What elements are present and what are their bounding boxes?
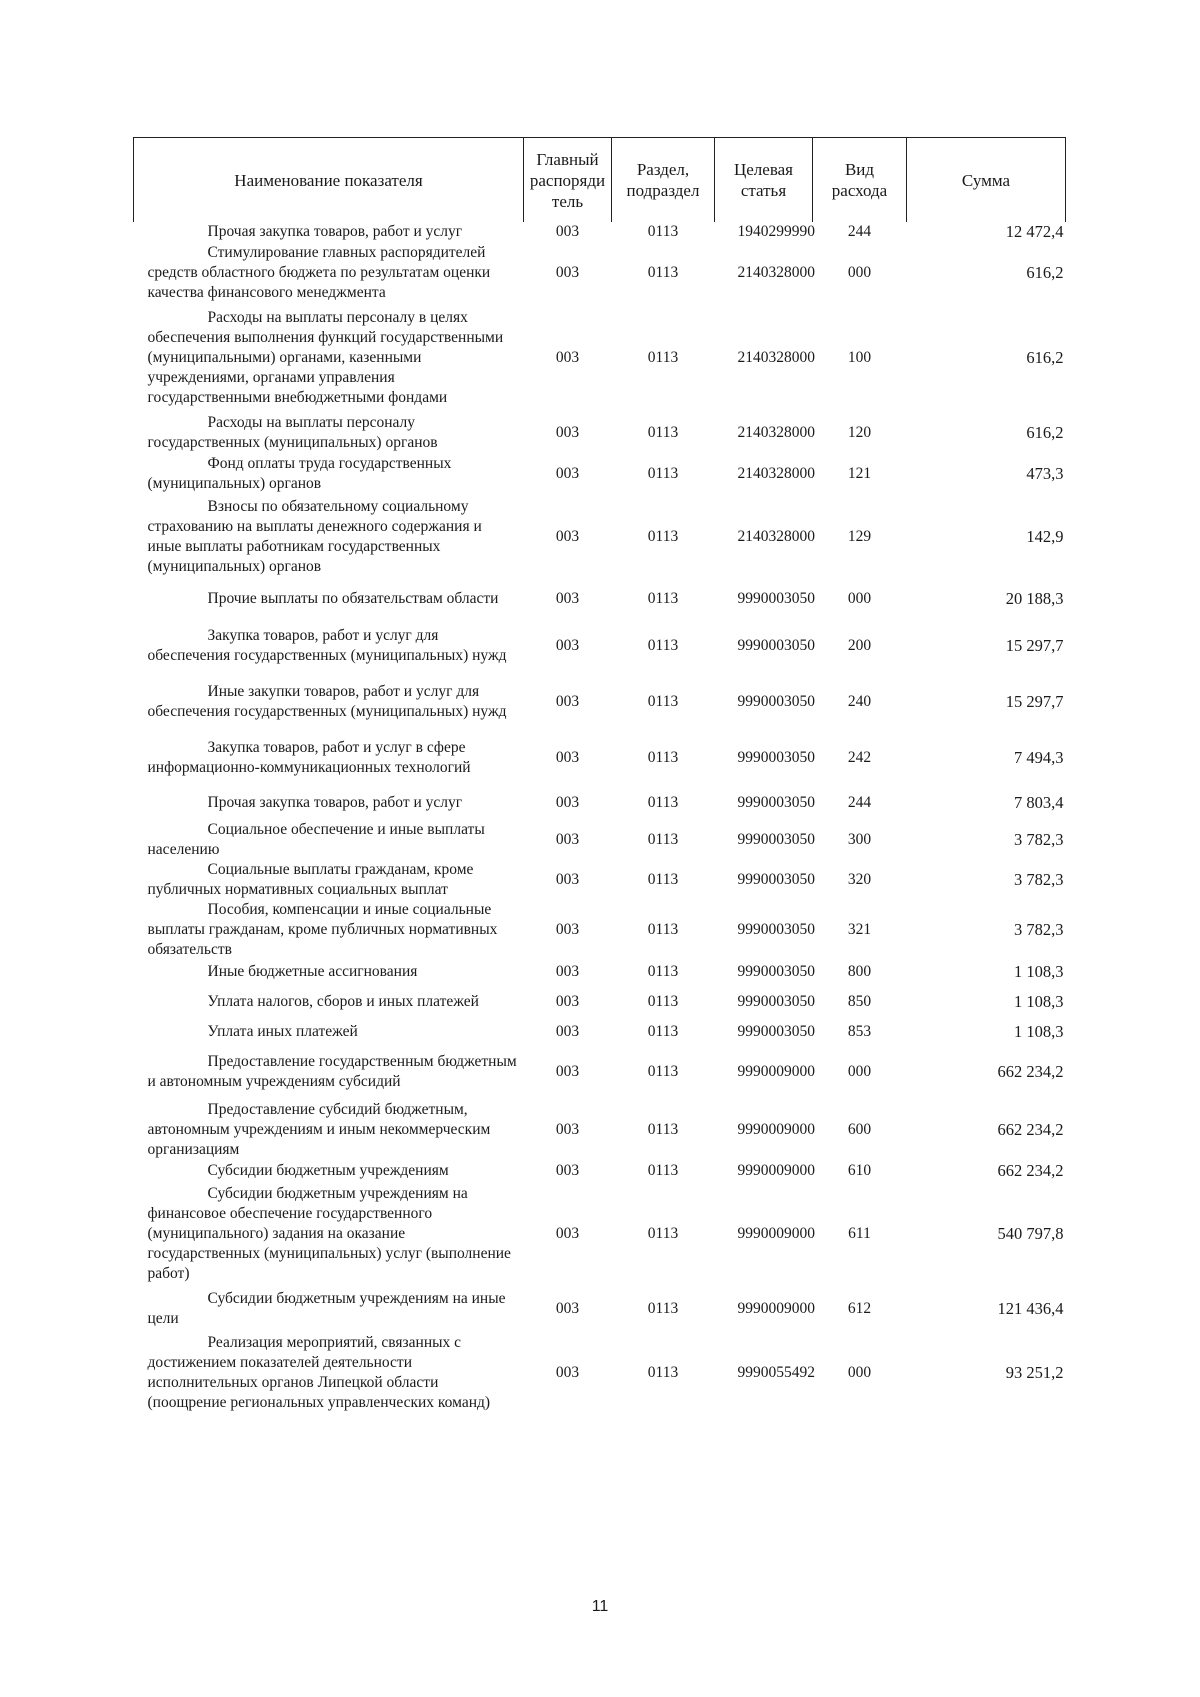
row-name	[134, 1332, 524, 1414]
header-name: Наименование показателя	[134, 138, 524, 223]
row-name	[134, 222, 524, 242]
page-number: 11	[591, 1598, 609, 1615]
row-vid: 300	[847, 831, 872, 848]
row-name-text: Уплата иных платежей	[207, 1023, 358, 1040]
row-vid: 129	[847, 528, 872, 545]
row-glav: 003	[555, 693, 580, 710]
row-vid: 000	[847, 1364, 872, 1381]
row-summa: 473,3	[1026, 464, 1064, 483]
row-name	[134, 304, 524, 412]
table-body	[134, 222, 1066, 1414]
row-celevaya: 9990003050	[737, 871, 815, 888]
row-summa: 7 494,3	[1014, 748, 1064, 767]
row-summa: 616,2	[1026, 263, 1064, 282]
table-row	[134, 412, 1066, 454]
row-name	[134, 580, 524, 618]
row-vid: 240	[847, 693, 872, 710]
row-glav: 003	[555, 349, 580, 366]
row-celevaya: 9990009000	[737, 1121, 815, 1138]
row-vid: 853	[847, 1023, 872, 1040]
row-name-text: Уплата налогов, сборов и иных платежей	[207, 993, 479, 1010]
row-name-text: Предоставление субсидий бюджетным, автономным учреждениям и иным некоммерческим организациям	[147, 1101, 491, 1158]
row-name-text: Субсидии бюджетным учреждениям на иные цели	[147, 1290, 506, 1327]
row-razdel: 0113	[647, 794, 679, 811]
row-celevaya: 1940299990	[737, 223, 815, 240]
row-name-text: Закупка товаров, работ и услуг для обеспечения государственных (муниципальных) нужд	[147, 627, 507, 664]
row-glav: 003	[555, 590, 580, 607]
row-summa: 3 782,3	[1014, 870, 1064, 889]
row-summa: 3 782,3	[1014, 830, 1064, 849]
row-razdel: 0113	[647, 963, 679, 980]
table-row	[134, 1182, 1066, 1286]
header-glav: Главный распоряди тель	[524, 138, 612, 223]
row-razdel: 0113	[647, 921, 679, 938]
row-razdel: 0113	[647, 637, 679, 654]
row-celevaya: 2140328000	[737, 528, 815, 545]
row-vid: 800	[847, 963, 872, 980]
row-name-text: Социальные выплаты гражданам, кроме публичных нормативных социальных выплат	[147, 861, 474, 898]
row-name	[134, 1044, 524, 1100]
row-vid: 850	[847, 993, 872, 1010]
row-summa: 1 108,3	[1014, 992, 1064, 1011]
row-name	[134, 860, 524, 900]
row-vid: 321	[847, 921, 872, 938]
row-glav: 003	[555, 528, 580, 545]
row-glav: 003	[555, 1300, 580, 1317]
row-name	[134, 900, 524, 960]
row-summa: 662 234,2	[997, 1062, 1064, 1081]
table-row	[134, 1332, 1066, 1414]
row-name	[134, 820, 524, 860]
row-razdel: 0113	[647, 223, 679, 240]
row-name	[134, 786, 524, 820]
row-name-text: Реализация мероприятий, связанных с достижением показателей деятельности исполнительных органов Липецкой области (поощрение региональных управленческих команд)	[147, 1334, 491, 1411]
row-razdel: 0113	[647, 590, 679, 607]
row-celevaya: 9990003050	[737, 963, 815, 980]
row-glav: 003	[555, 871, 580, 888]
budget-table	[133, 137, 1066, 1414]
table-row	[134, 820, 1066, 860]
row-summa: 3 782,3	[1014, 920, 1064, 939]
row-razdel: 0113	[647, 1300, 679, 1317]
row-name-text: Субсидии бюджетным учреждениям	[207, 1162, 449, 1179]
row-summa: 142,9	[1026, 527, 1064, 546]
table-row	[134, 860, 1066, 900]
row-glav: 003	[555, 424, 580, 441]
row-razdel: 0113	[647, 1121, 679, 1138]
row-name-text: Стимулирование главных распорядителей средств областного бюджета по результатам оценки качества финансового менеджмента	[147, 244, 491, 301]
row-name	[134, 412, 524, 454]
row-celevaya: 9990003050	[737, 921, 815, 938]
table-row	[134, 580, 1066, 618]
table-row	[134, 900, 1066, 960]
row-name	[134, 454, 524, 494]
row-celevaya: 9990003050	[737, 590, 815, 607]
row-vid: 244	[847, 223, 872, 240]
row-glav: 003	[555, 223, 580, 240]
row-name	[134, 242, 524, 304]
row-celevaya: 2140328000	[737, 465, 815, 482]
row-name-text: Иные закупки товаров, работ и услуг для обеспечения государственных (муниципальных) нужд	[147, 683, 507, 720]
row-name	[134, 674, 524, 730]
row-summa: 15 297,7	[1005, 636, 1064, 655]
row-vid: 200	[847, 637, 872, 654]
row-razdel: 0113	[647, 1162, 679, 1179]
row-summa: 616,2	[1026, 348, 1064, 367]
row-summa: 1 108,3	[1014, 1022, 1064, 1041]
row-glav: 003	[555, 921, 580, 938]
row-name-text: Взносы по обязательному социальному страхованию на выплаты денежного содержания и иные выплаты работникам государственных (муниципальных) органов	[147, 498, 482, 575]
row-razdel: 0113	[647, 465, 679, 482]
table-row	[134, 1160, 1066, 1182]
row-name	[134, 730, 524, 786]
row-vid: 000	[847, 1063, 872, 1080]
row-summa: 662 234,2	[997, 1161, 1064, 1180]
row-summa: 20 188,3	[1005, 589, 1064, 608]
row-summa: 616,2	[1026, 423, 1064, 442]
header-summa: Сумма	[907, 138, 1066, 223]
row-razdel: 0113	[647, 1063, 679, 1080]
row-summa: 15 297,7	[1005, 692, 1064, 711]
row-glav: 003	[555, 1225, 580, 1242]
row-name-text: Прочая закупка товаров, работ и услуг	[207, 794, 463, 811]
row-vid: 242	[847, 749, 872, 766]
table-row	[134, 674, 1066, 730]
row-celevaya: 9990009000	[737, 1162, 815, 1179]
header-razdel: Раздел, подраздел	[612, 138, 715, 223]
row-celevaya: 9990003050	[737, 831, 815, 848]
row-summa: 540 797,8	[997, 1224, 1064, 1243]
row-name-text: Расходы на выплаты персоналу в целях обеспечения выполнения функций государственными (муниципальными) органами, казенными учреждениями, органами управления государственными внебюджетными фондами	[147, 309, 504, 406]
row-name-text: Иные бюджетные ассигнования	[207, 963, 418, 980]
row-celevaya: 2140328000	[737, 424, 815, 441]
row-razdel: 0113	[647, 264, 679, 281]
row-glav: 003	[555, 831, 580, 848]
row-glav: 003	[555, 1121, 580, 1138]
row-name	[134, 494, 524, 580]
row-name-text: Фонд оплаты труда государственных (муниципальных) органов	[147, 455, 452, 492]
table-row	[134, 1020, 1066, 1044]
row-celevaya: 9990009000	[737, 1063, 815, 1080]
row-name-text: Предоставление государственным бюджетным и автономным учреждениям субсидий	[147, 1053, 517, 1090]
row-razdel: 0113	[647, 1023, 679, 1040]
row-razdel: 0113	[647, 1225, 679, 1242]
row-name-text: Закупка товаров, работ и услуг в сфере информационно-коммуникационных технологий	[147, 739, 471, 776]
row-celevaya: 9990009000	[737, 1225, 815, 1242]
row-celevaya: 9990003050	[737, 1023, 815, 1040]
table-row	[134, 1100, 1066, 1160]
row-vid: 320	[847, 871, 872, 888]
table-row	[134, 1286, 1066, 1332]
row-name	[134, 1182, 524, 1286]
row-name-text: Расходы на выплаты персоналу государственных (муниципальных) органов	[147, 414, 438, 451]
row-name	[134, 984, 524, 1020]
table-row	[134, 984, 1066, 1020]
row-vid: 120	[847, 424, 872, 441]
row-glav: 003	[555, 1162, 580, 1179]
row-vid: 100	[847, 349, 872, 366]
table-row	[134, 730, 1066, 786]
row-celevaya: 9990003050	[737, 993, 815, 1010]
row-razdel: 0113	[647, 349, 679, 366]
row-name-text: Социальное обеспечение и иные выплаты населению	[147, 821, 485, 858]
row-name-text: Пособия, компенсации и иные социальные выплаты гражданам, кроме публичных нормативных обязательств	[147, 901, 498, 958]
header-vid: Вид расхода	[813, 138, 907, 223]
row-celevaya: 9990003050	[737, 637, 815, 654]
table-row	[134, 494, 1066, 580]
table-row	[134, 454, 1066, 494]
row-razdel: 0113	[647, 1364, 679, 1381]
row-glav: 003	[555, 1364, 580, 1381]
row-razdel: 0113	[647, 528, 679, 545]
row-vid: 000	[847, 590, 872, 607]
row-vid: 610	[847, 1162, 872, 1179]
row-celevaya: 9990055492	[737, 1364, 815, 1381]
table-row	[134, 222, 1066, 242]
row-name-text: Субсидии бюджетным учреждениям на финансовое обеспечение государственного (муниципального) задания на оказание государственных (муниципальных) услуг (выполнение работ)	[147, 1185, 511, 1282]
table-row	[134, 618, 1066, 674]
row-glav: 003	[555, 1063, 580, 1080]
row-glav: 003	[555, 794, 580, 811]
row-vid: 611	[848, 1225, 871, 1242]
row-name	[134, 1100, 524, 1160]
row-vid: 244	[847, 794, 872, 811]
row-summa: 12 472,4	[1005, 222, 1064, 241]
row-celevaya: 9990009000	[737, 1300, 815, 1317]
row-glav: 003	[555, 264, 580, 281]
row-summa: 662 234,2	[997, 1120, 1064, 1139]
row-glav: 003	[555, 465, 580, 482]
row-celevaya: 9990003050	[737, 794, 815, 811]
row-celevaya: 2140328000	[737, 264, 815, 281]
row-razdel: 0113	[647, 993, 679, 1010]
row-name	[134, 618, 524, 674]
table-row	[134, 304, 1066, 412]
row-summa: 121 436,4	[997, 1299, 1064, 1318]
row-summa: 1 108,3	[1014, 962, 1064, 981]
row-razdel: 0113	[647, 749, 679, 766]
row-name	[134, 1160, 524, 1182]
table-row	[134, 786, 1066, 820]
row-name	[134, 960, 524, 984]
row-glav: 003	[555, 749, 580, 766]
row-razdel: 0113	[647, 693, 679, 710]
header-celevaya: Целевая статья	[715, 138, 813, 223]
row-vid: 600	[847, 1121, 872, 1138]
row-vid: 121	[847, 465, 872, 482]
table-row	[134, 242, 1066, 304]
row-glav: 003	[555, 1023, 580, 1040]
row-glav: 003	[555, 993, 580, 1010]
row-name-text: Прочие выплаты по обязательствам области	[207, 590, 499, 607]
row-razdel: 0113	[647, 871, 679, 888]
row-summa: 93 251,2	[1005, 1363, 1064, 1382]
row-vid: 612	[847, 1300, 872, 1317]
row-celevaya: 9990003050	[737, 693, 815, 710]
row-summa: 7 803,4	[1014, 793, 1064, 812]
row-celevaya: 2140328000	[737, 349, 815, 366]
row-celevaya: 9990003050	[737, 749, 815, 766]
table-row	[134, 960, 1066, 984]
table-row	[134, 1044, 1066, 1100]
row-name	[134, 1286, 524, 1332]
row-glav: 003	[555, 963, 580, 980]
row-vid: 000	[847, 264, 872, 281]
row-name	[134, 1020, 524, 1044]
row-glav: 003	[555, 637, 580, 654]
row-razdel: 0113	[647, 831, 679, 848]
row-razdel: 0113	[647, 424, 679, 441]
row-name-text: Прочая закупка товаров, работ и услуг	[207, 223, 463, 240]
table-header	[134, 138, 1066, 223]
